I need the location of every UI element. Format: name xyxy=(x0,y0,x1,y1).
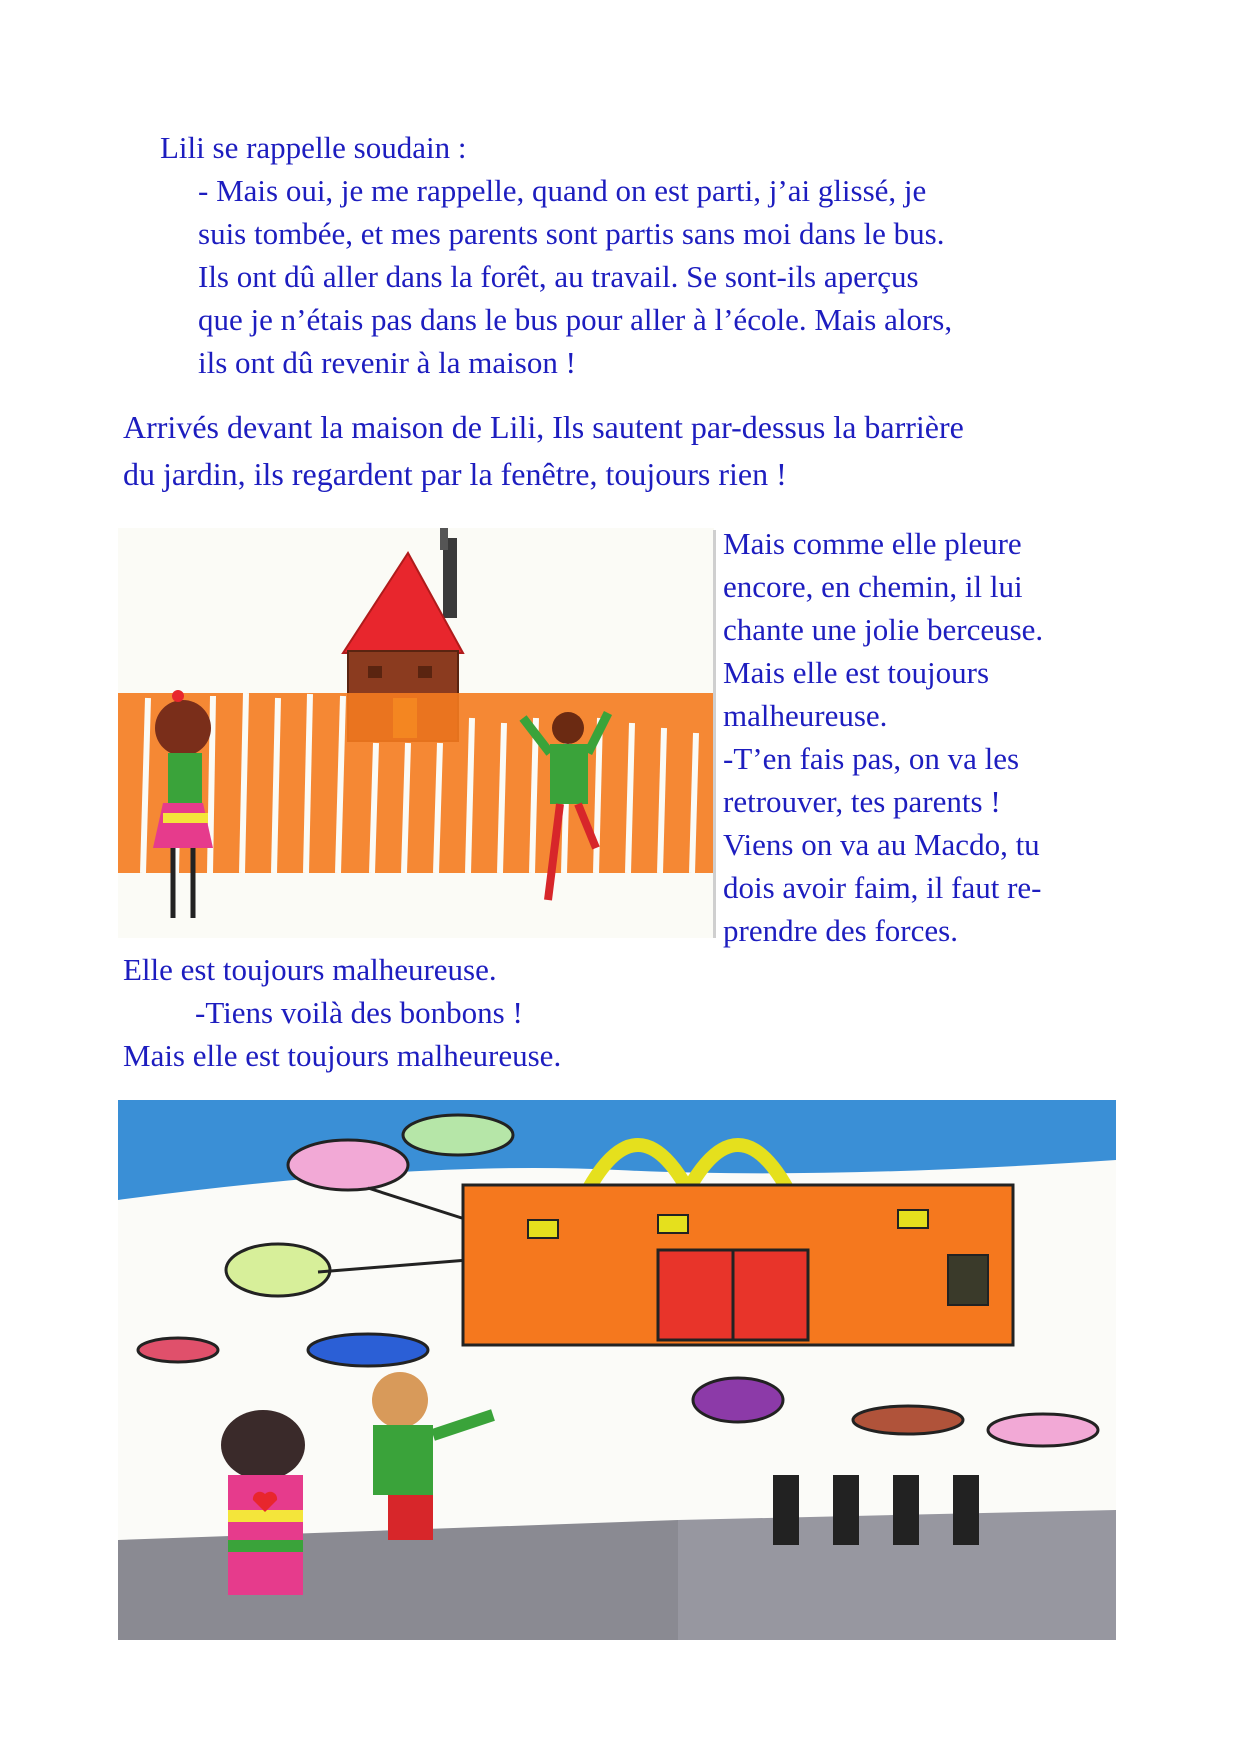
paragraph-line: dois avoir faim, il faut re- xyxy=(723,870,1042,905)
paragraph-line: Arrivés devant la maison de Lili, Ils sautent par-dessus la barrière xyxy=(123,409,964,445)
paragraph-line: prendre des forces. xyxy=(723,913,958,948)
illustration-restaurant xyxy=(118,1100,1116,1640)
paragraph-line: Mais elle est toujours malheureuse. xyxy=(123,1038,562,1073)
paragraph-line: du jardin, ils regardent par la fenêtre, toujours rien ! xyxy=(123,456,787,492)
text-block-lullaby xyxy=(723,522,1043,952)
paragraph-line: Viens on va au Macdo, tu xyxy=(723,827,1040,862)
paragraph-line: Ils ont dû aller dans la forêt, au travail. Se sont-ils aperçus xyxy=(198,259,919,294)
paragraph-line: chante une jolie berceuse. xyxy=(723,612,1044,647)
paragraph-line: -T’en fais pas, on va les xyxy=(723,741,1020,776)
paragraph-line: suis tombée, et mes parents sont partis sans moi dans le bus. xyxy=(198,216,945,251)
paragraph-line: Lili se rappelle soudain : xyxy=(160,130,467,165)
paragraph-line: - Mais oui, je me rappelle, quand on est parti, j’ai glissé, je xyxy=(198,173,927,208)
text-block-candy xyxy=(123,948,561,1077)
text-block-recall xyxy=(160,126,952,384)
image-border xyxy=(713,530,716,938)
paragraph-line: Mais elle est toujours xyxy=(723,655,990,690)
paragraph-line: -Tiens voilà des bonbons ! xyxy=(195,995,523,1030)
paragraph-line: ils ont dû revenir à la maison ! xyxy=(198,345,576,380)
paragraph-line: malheureuse. xyxy=(723,698,888,733)
text-block-arrival xyxy=(123,404,964,498)
paragraph-line: que je n’étais pas dans le bus pour aller à l’école. Mais alors, xyxy=(198,302,953,337)
paragraph-line: Elle est toujours malheureuse. xyxy=(123,952,497,987)
paragraph-line: retrouver, tes parents ! xyxy=(723,784,1001,819)
paragraph-line: Mais comme elle pleure xyxy=(723,526,1022,561)
paragraph-line: encore, en chemin, il lui xyxy=(723,569,1023,604)
illustration-house-fence xyxy=(118,528,714,938)
